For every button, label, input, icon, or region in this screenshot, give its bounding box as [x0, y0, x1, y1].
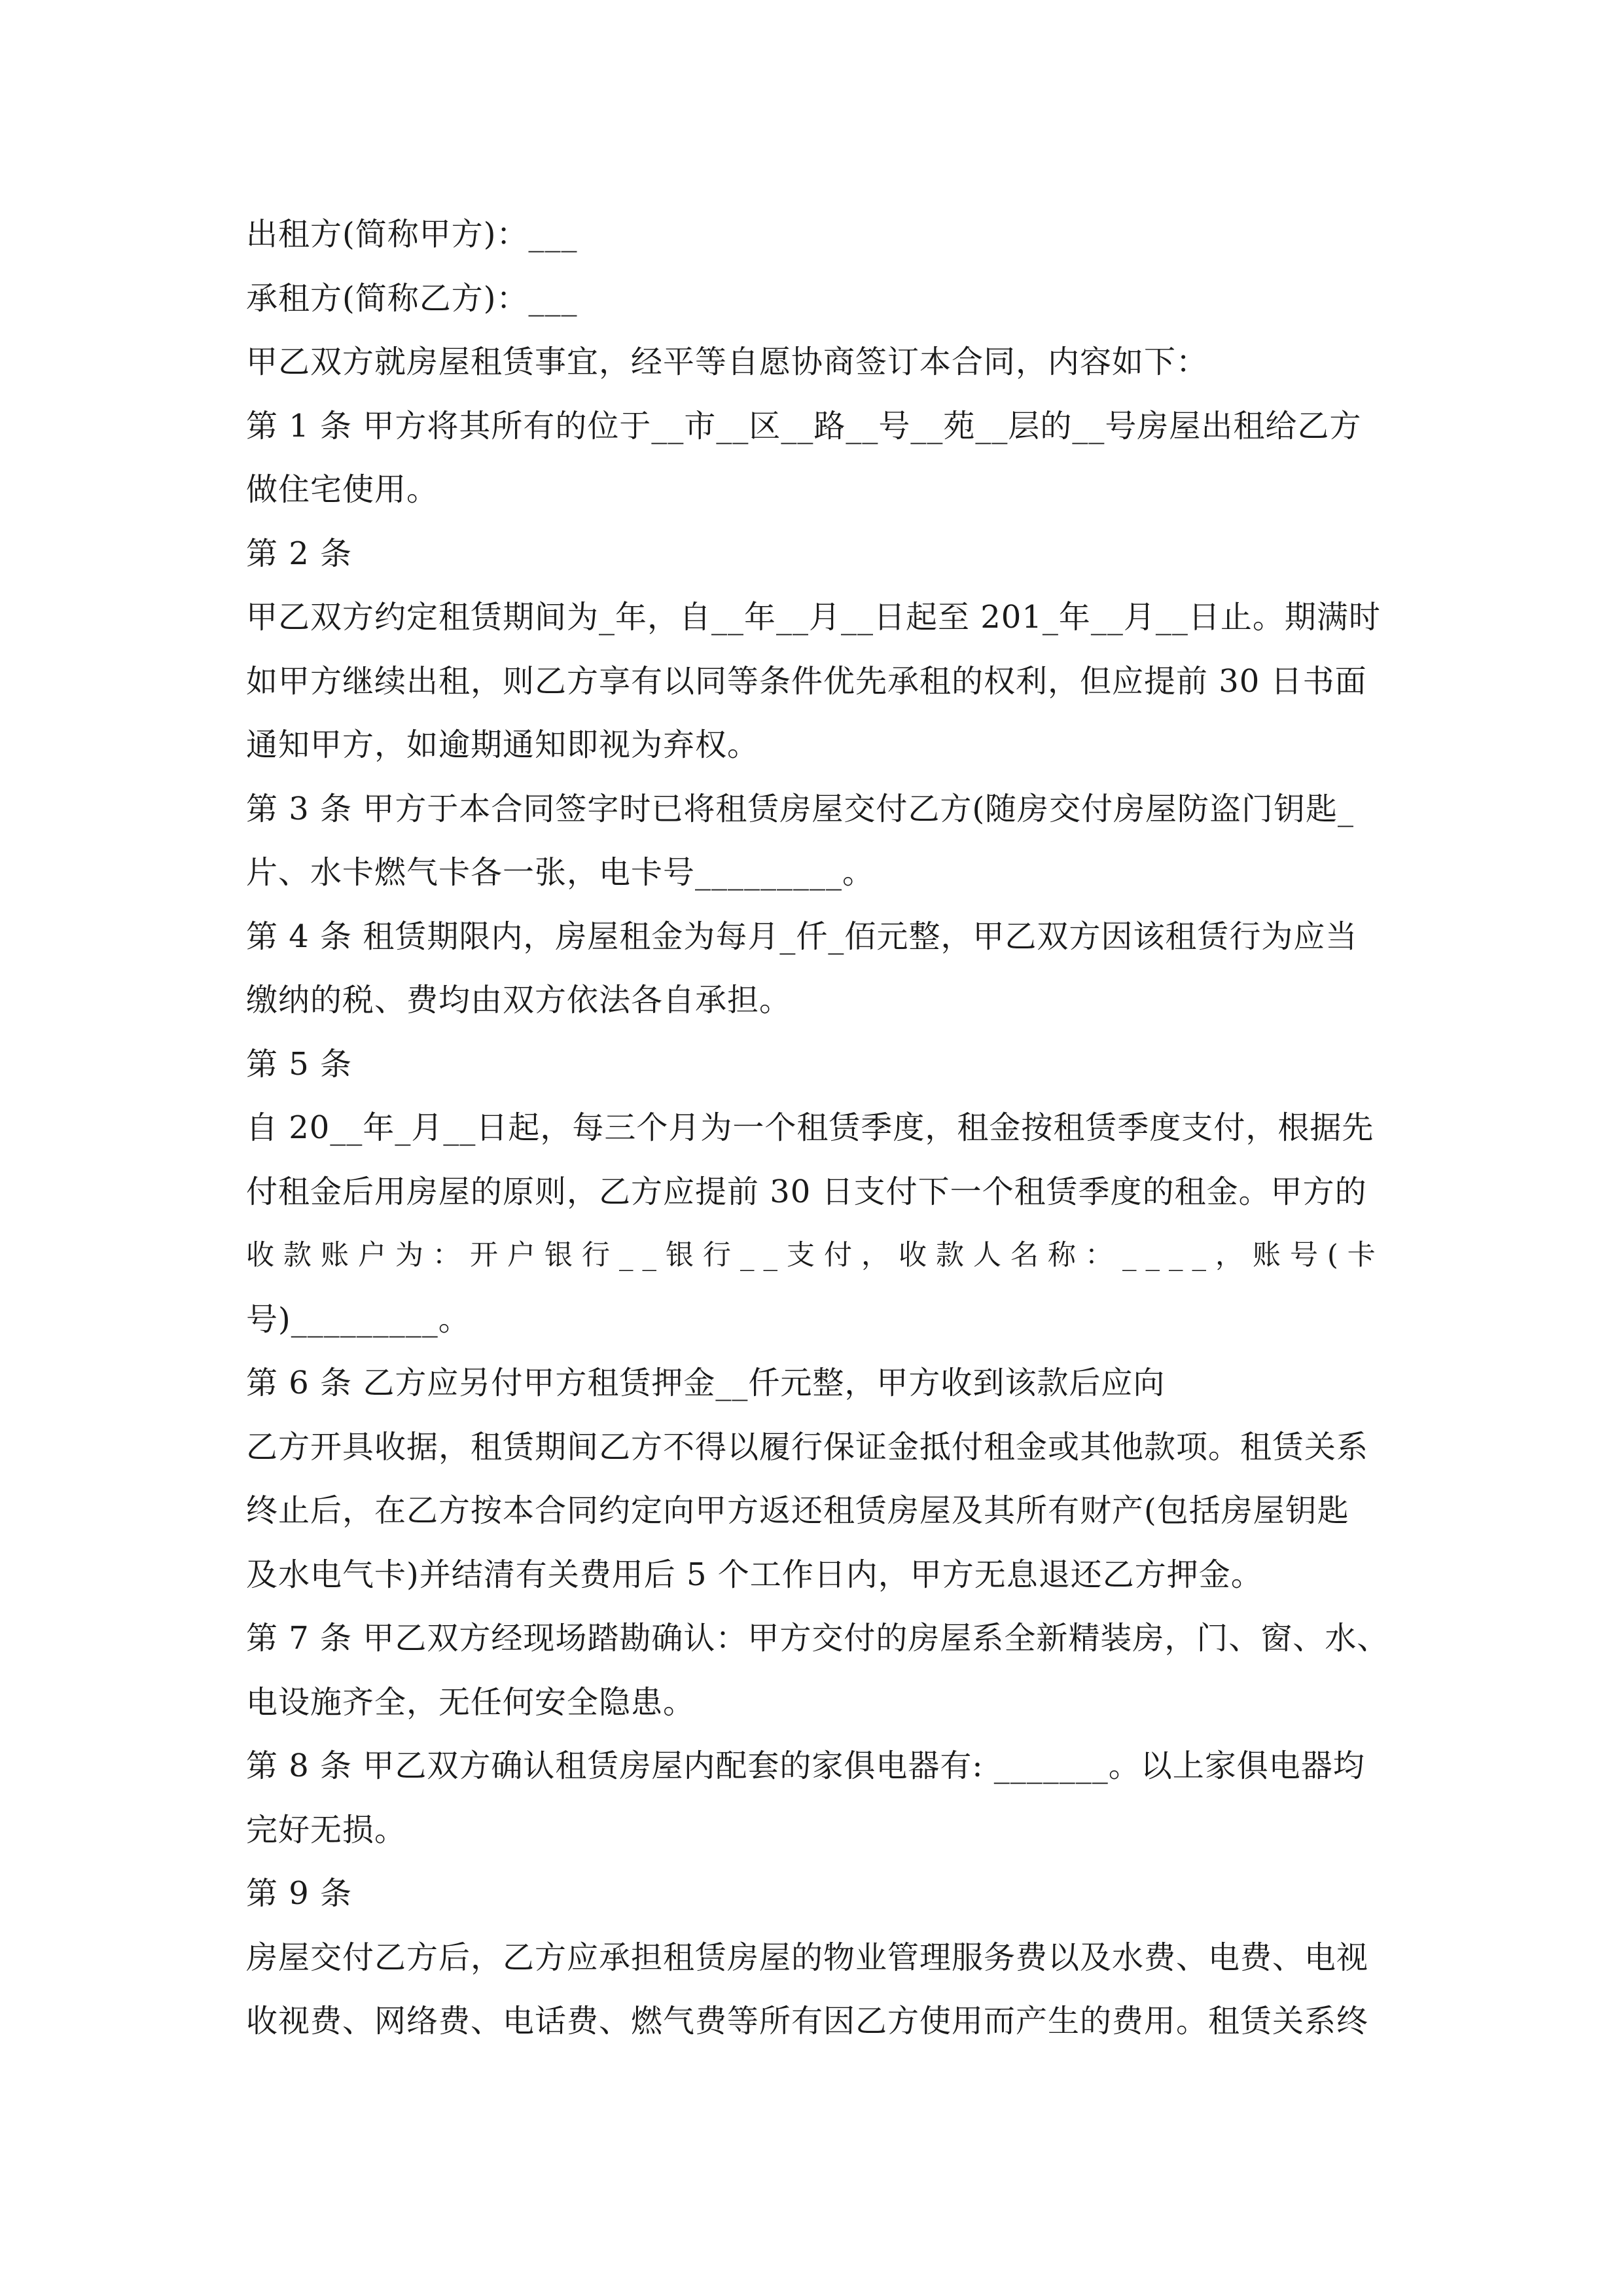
article-7-line-2: 电设施齐全，无任何安全隐患。 — [246, 1683, 696, 1721]
article-9-line-1: 房屋交付乙方后，乙方应承担租赁房屋的物业管理服务费以及水费、电费、电视 — [246, 1939, 1369, 1976]
article-2-heading: 第 2 条 — [246, 535, 353, 572]
lessee-line: 承租方(简称乙方)：___ — [246, 279, 578, 317]
article-2-line-3: 通知甲方，如逾期通知即视为弃权。 — [246, 726, 760, 763]
lessor-line: 出租方(简称甲方)：___ — [246, 216, 578, 253]
article-6-line-1: 第 6 条 乙方应另付甲方租赁押金__仟元整，甲方收到该款后应向 — [246, 1365, 1166, 1401]
article-9-heading: 第 9 条 — [246, 1875, 353, 1912]
article-5-heading: 第 5 条 — [246, 1045, 353, 1083]
article-6-line-4: 及水电气卡)并结清有关费用后 5 个工作日内，甲方无息退还乙方押金。 — [246, 1556, 1263, 1593]
article-1-line-2: 做住宅使用。 — [246, 471, 439, 508]
article-8-line-1: 第 8 条 甲乙双方确认租赁房屋内配套的家俱电器有: _______。以上家俱电器均 — [246, 1748, 1365, 1784]
article-4-line-1: 第 4 条 租赁期限内，房屋租金为每月_仟_佰元整，甲乙双方因该租赁行为应当 — [246, 918, 1358, 955]
contract-body — [246, 203, 1398, 2054]
article-9-line-2: 收视费、网络费、电话费、燃气费等所有因乙方使用而产生的费用。租赁关系终 — [246, 2003, 1369, 2039]
article-6-line-2: 乙方开具收据，租赁期间乙方不得以履行保证金抵付租金或其他款项。租赁关系 — [246, 1428, 1369, 1465]
article-1-line-1: 第 1 条 甲方将其所有的位于__市__区__路__号__苑__层的__号房屋出租给乙方 — [246, 407, 1362, 444]
article-2-line-2: 如甲方继续出租，则乙方享有以同等条件优先承租的权利，但应提前 30 日书面 — [246, 662, 1367, 700]
article-6-line-3: 终止后，在乙方按本合同约定向甲方返还租赁房屋及其所有财产(包括房屋钥匙 — [246, 1492, 1349, 1529]
article-3-line-2: 片、水卡燃气卡各一张，电卡号_________。 — [246, 854, 875, 891]
article-8-line-2: 完好无损。 — [246, 1811, 407, 1848]
article-5-line-2: 付租金后用房屋的原则，乙方应提前 30 日支付下一个租赁季度的租金。甲方的 — [246, 1173, 1367, 1210]
article-5-line-4: 号)_________。 — [246, 1300, 471, 1338]
article-4-line-2: 缴纳的税、费均由双方依法各自承担。 — [246, 982, 792, 1018]
intro-line: 甲乙双方就房屋租赁事宜，经平等自愿协商签订本合同，内容如下： — [246, 344, 1209, 380]
article-5-line-1: 自 20__年_月__日起，每三个月为一个租赁季度，租金按租赁季度支付，根据先 — [246, 1109, 1374, 1146]
article-5-line-3: 收款账户为：开户银行__银行__支付，收款人名称：____，账号(卡 — [246, 1239, 1385, 1272]
article-2-line-1: 甲乙双方约定租赁期间为_年，自__年__月__日起至 201_年__月__日止。期满时 — [246, 599, 1381, 636]
article-7-line-1: 第 7 条 甲乙双方经现场踏勘确认：甲方交付的房屋系全新精装房，门、窗、水、 — [246, 1620, 1389, 1657]
article-3-line-1: 第 3 条 甲方于本合同签字时已将租赁房屋交付乙方(随房交付房屋防盗门钥匙_ — [246, 790, 1355, 827]
